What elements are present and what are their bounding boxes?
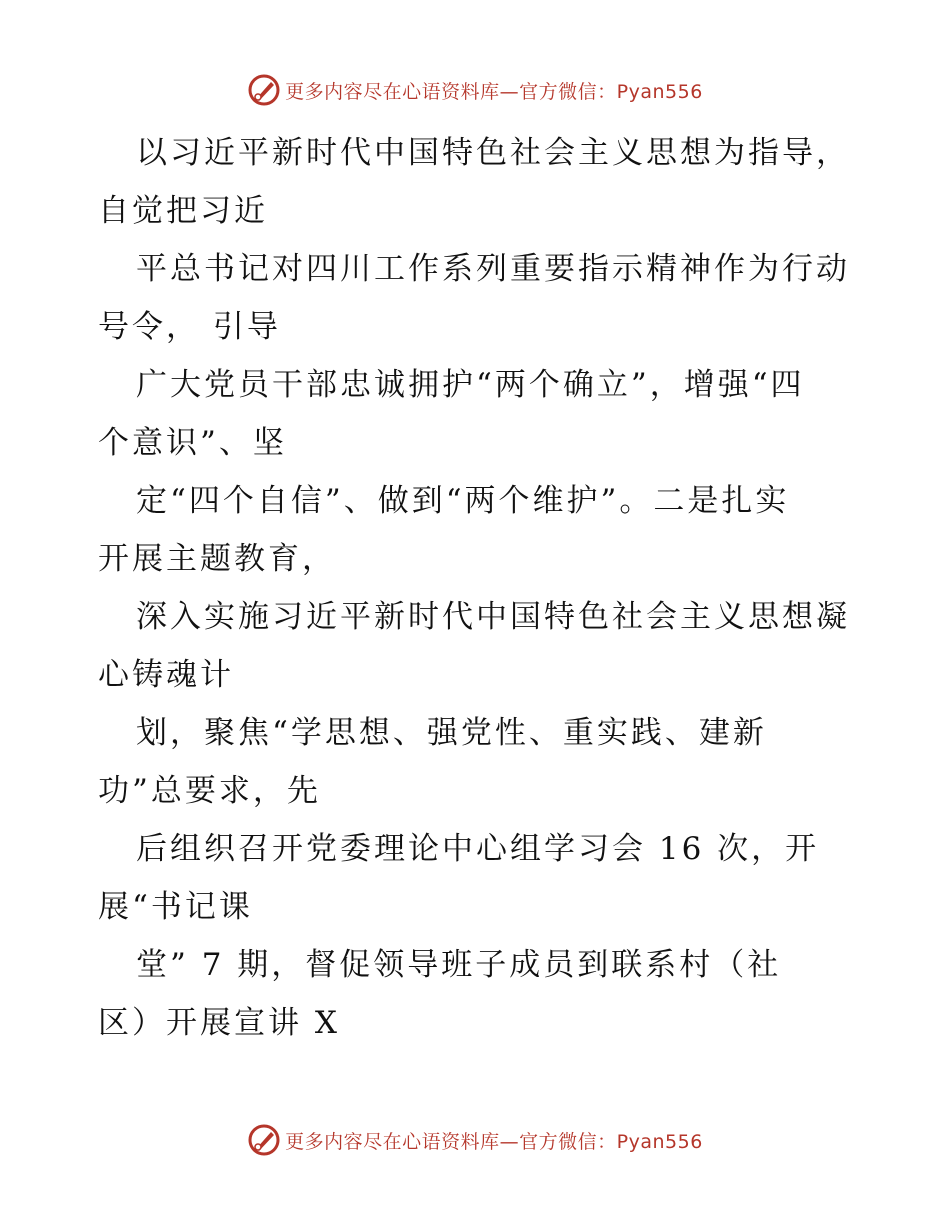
footer-banner-text [285, 1127, 703, 1154]
body-line: 开展主题教育， [98, 541, 336, 577]
body-line: 心铸魂计 [98, 657, 234, 693]
body-line: 平总书记对四川工作系列重要指示精神作为行动 [136, 251, 850, 287]
body-line: 深入实施习近平新时代中国特色社会主义思想凝 [136, 599, 850, 635]
body-line: 号令， 引导 [98, 309, 281, 345]
pen-seal-logo-icon [247, 73, 281, 107]
footer-banner-wechat: 官方微信：Pyan556 [519, 1130, 703, 1153]
document-body [98, 124, 858, 1052]
body-line: 定“四个自信”、做到“两个维护”。二是扎实 [136, 483, 790, 519]
footer-banner-sep: — [499, 1130, 520, 1153]
body-line: 区）开展宣讲 X [98, 1005, 340, 1041]
body-line: 展“书记课 [98, 889, 253, 925]
header-banner-wechat: 官方微信：Pyan556 [519, 80, 703, 103]
body-line: 功”总要求，先 [98, 773, 321, 809]
header-banner-text [285, 77, 703, 104]
body-line: 个意识”、坚 [98, 425, 287, 461]
header-banner [0, 72, 950, 108]
body-line: 后组织召开党委理论中心组学习会 16 次，开 [136, 831, 820, 867]
pen-seal-logo-icon [247, 1123, 281, 1157]
body-line: 划，聚焦“学思想、强党性、重实践、建新 [136, 715, 767, 751]
footer-banner [0, 1122, 950, 1158]
header-banner-sep: — [499, 80, 520, 103]
body-line: 堂” 7 期，督促领导班子成员到联系村（社 [136, 947, 782, 983]
body-line: 自觉把习近 [98, 193, 268, 229]
header-banner-main: 更多内容尽在心语资料库 [285, 80, 500, 103]
body-line: 广大党员干部忠诚拥护“两个确立”，增强“四 [136, 367, 805, 403]
footer-banner-main: 更多内容尽在心语资料库 [285, 1130, 500, 1153]
body-line: 以习近平新时代中国特色社会主义思想为指导， [136, 135, 850, 171]
